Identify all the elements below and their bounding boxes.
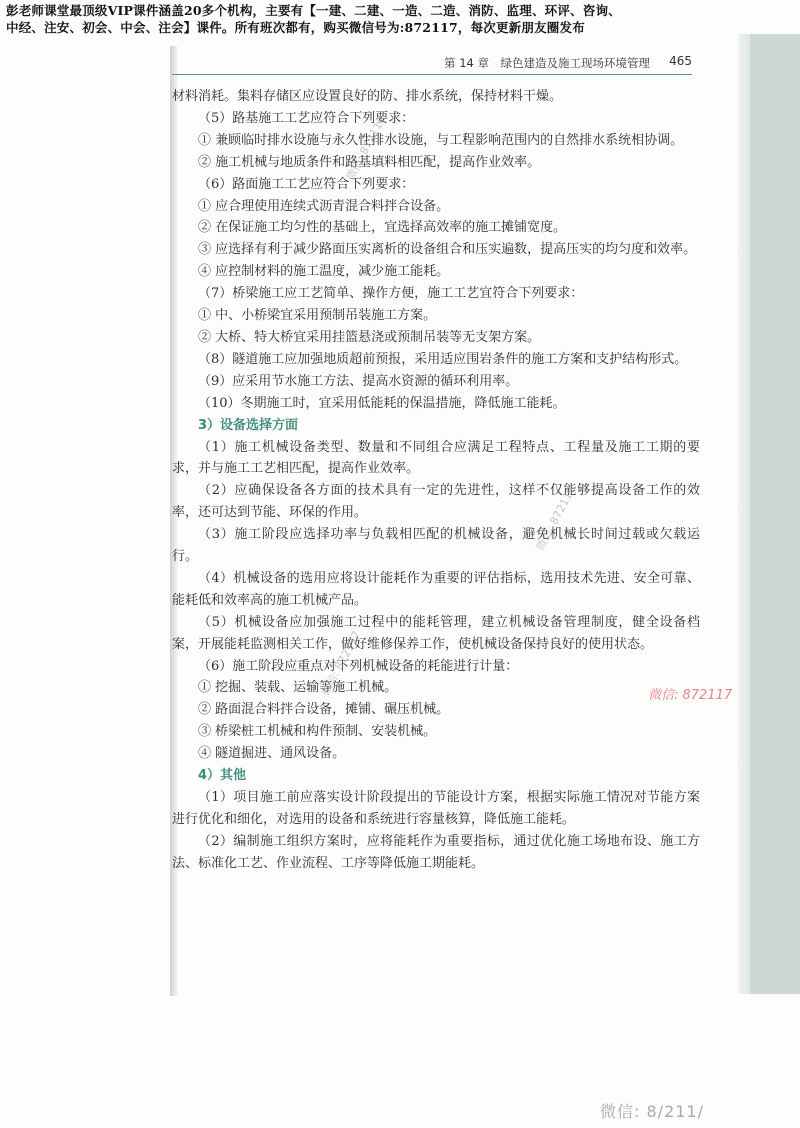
paragraph: ② 路面混合料拌合设备，摊铺、碾压机械。 — [198, 702, 450, 718]
paragraph: （1）施工机械设备类型、数量和不同组合应满足工程特点、工程量及施工工期的要求，并与施工工艺相匹配，提高作业效率。 — [172, 439, 700, 477]
promo-banner — [6, 2, 796, 36]
paragraph: （5）机械设备应加强施工过程中的能耗管理，建立机械设备管理制度，健全设备档案，开展能耗监测相关工作，做好维修保养工作，使机械设备保持良好的使用状态。 — [172, 614, 700, 652]
page-number: 465 — [669, 54, 692, 68]
page-edge — [738, 34, 750, 994]
watermark-diagonal-2: 微信: 872117 — [533, 483, 579, 553]
paragraph: （6）施工阶段应重点对下列机械设备的耗能进行计量： — [198, 658, 519, 674]
paragraph: ① 中、小桥梁宜采用预制吊装施工方案。 — [198, 308, 437, 324]
paragraph: ① 挖掘、装载、运输等施工机械。 — [198, 680, 398, 696]
section-subheading: 4）其他 — [198, 768, 247, 784]
promo-banner-line-2: 中经、注安、初会、中会、注会】课件。所有班次都有，购买微信号为:872117，每次更新朋友圈发布 — [6, 20, 585, 35]
footer-watermark: 微信: 8/211/ — [600, 1102, 704, 1121]
paragraph: ① 应合理使用连续式沥青混合料拌合设备。 — [198, 198, 450, 214]
paragraph: （8）隧道施工应加强地质超前预报，采用适应围岩条件的施工方案和支护结构形式。 — [198, 351, 688, 367]
section-subheading: 3）设备选择方面 — [198, 417, 299, 433]
watermark-diagonal-3: 微信: 872117 — [318, 628, 364, 698]
paragraph: （9）应采用节水施工方法、提高水资源的循环利用率。 — [198, 373, 519, 389]
watermark-diagonal-1: 微信: 872117 — [343, 113, 389, 183]
paragraph: （10）冬期施工时，宜采用低能耗的保温措施，降低施工能耗。 — [198, 395, 566, 411]
watermark-red: 微信: 872117 — [648, 688, 733, 703]
paragraph: （7）桥梁施工应工艺简单、操作方便，施工工艺宜符合下列要求： — [198, 286, 584, 302]
paragraph: （5）路基施工工艺应符合下列要求： — [198, 110, 415, 126]
body-text — [172, 86, 700, 875]
paragraph: ② 大桥、特大桥宜采用挂篮悬浇或预制吊装等无支架方案。 — [198, 329, 541, 345]
paragraph: （3）施工阶段应选择功率与负载相匹配的机械设备，避免机械长时间过载或欠载运行。 — [172, 527, 700, 565]
paragraph: ① 兼顾临时排水设施与永久性排水设施，与工程影响范围内的自然排水系统相协调。 — [198, 132, 684, 148]
paragraph: 材料消耗。集料存储区应设置良好的防、排水系统，保持材料干燥。 — [172, 89, 563, 104]
paragraph: （6）路面施工工艺应符合下列要求： — [198, 176, 415, 192]
paragraph: ④ 隧道掘进、通风设备。 — [198, 746, 346, 762]
promo-banner-line-1: 彭老师课堂最顶级VIP课件涵盖20多个机构，主要有【一建、二建、一造、二造、消防、监理、环评、咨询、 — [6, 3, 621, 18]
paragraph: （2）编制施工组织方案时，应将能耗作为重要指标，通过优化施工场地布设、施工方法、标准化工艺、作业流程、工序等降低施工期能耗。 — [172, 833, 700, 871]
paragraph: ③ 应选择有利于减少路面压实离析的设备组合和压实遍数，提高压实的均匀度和效率。 — [198, 242, 697, 258]
paragraph: ③ 桥梁桩工机械和构件预制、安装机械。 — [198, 724, 437, 740]
paragraph: ④ 应控制材料的施工温度，减少施工能耗。 — [198, 264, 450, 280]
paragraph: ② 在保证施工均匀性的基础上，宜选择高效率的施工摊铺宽度。 — [198, 220, 567, 236]
paragraph: ② 施工机械与地质条件和路基填料相匹配，提高作业效率。 — [198, 154, 541, 170]
paragraph: （2）应确保设备各方面的技术具有一定的先进性，这样不仅能够提高设备工作的效率，还可达到节能、环保的作用。 — [172, 483, 700, 521]
chapter-title: 第 14 章 绿色建造及施工现场环境管理 — [444, 56, 650, 70]
paragraph: （4）机械设备的选用应将设计能耗作为重要的评估指标，选用技术先进、安全可靠、能耗低和效率高的施工机械产品。 — [172, 570, 700, 608]
paragraph: （1）项目施工前应落实设计阶段提出的节能设计方案，根据实际施工情况对节能方案进行优化和细化，对选用的设备和系统进行容量核算，降低施工能耗。 — [172, 790, 700, 827]
running-header — [172, 52, 692, 75]
